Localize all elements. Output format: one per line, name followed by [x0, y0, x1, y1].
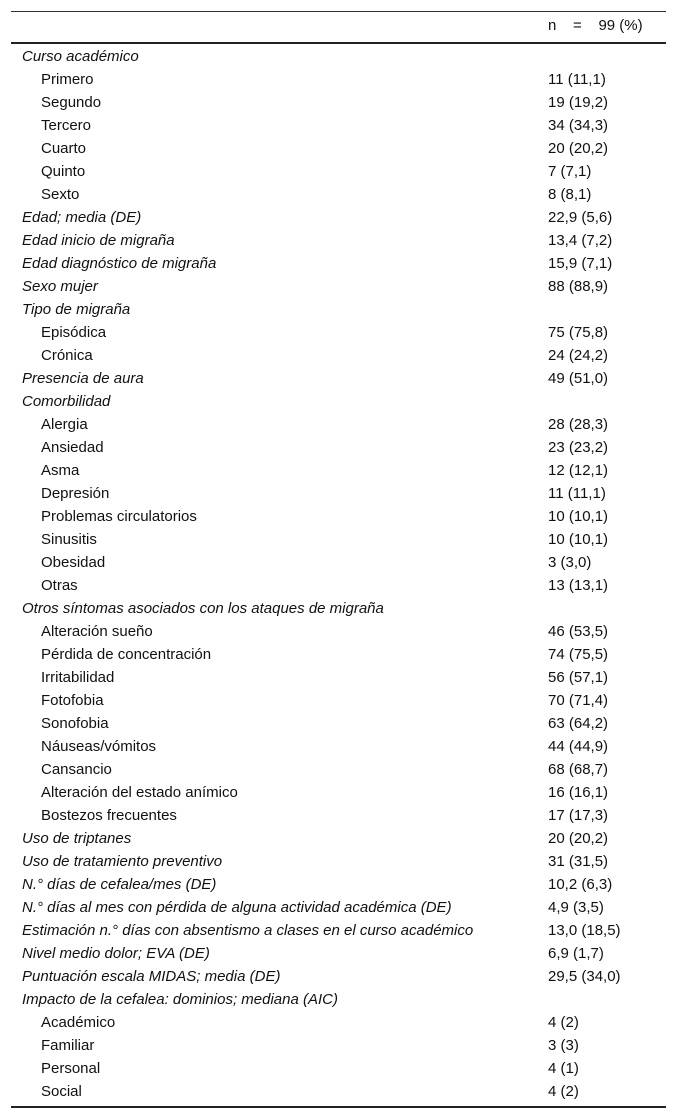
row-value: 28 (28,3) — [548, 416, 609, 433]
row-label: Fotofobia — [41, 692, 104, 709]
table-row — [11, 528, 666, 551]
row-label: Segundo — [41, 94, 102, 111]
table-row — [11, 367, 666, 390]
row-value: 19 (19,2) — [548, 94, 609, 111]
table-row — [11, 551, 666, 574]
table-row — [11, 620, 666, 643]
table-row — [11, 252, 666, 275]
table-row — [11, 206, 666, 229]
table-row — [11, 919, 666, 942]
row-value: 3 (3) — [548, 1037, 579, 1054]
table-row — [11, 183, 666, 206]
row-value: 11 (11,1) — [548, 71, 606, 88]
row-label: Puntuación escala MIDAS; media (DE) — [22, 968, 281, 985]
row-label: Familiar — [41, 1037, 95, 1054]
table-row — [11, 873, 666, 896]
row-label: Cansancio — [41, 761, 112, 778]
table-row — [11, 482, 666, 505]
table-row — [11, 758, 666, 781]
table-row — [11, 781, 666, 804]
table-row — [11, 91, 666, 114]
table-row — [11, 988, 666, 1011]
row-label: Edad inicio de migraña — [22, 232, 175, 249]
table-row — [11, 321, 666, 344]
row-label: Impacto de la cefalea: dominios; mediana (AIC) — [22, 991, 338, 1008]
table-row — [11, 45, 666, 68]
row-label: Sexo mujer — [22, 278, 98, 295]
row-value: 4 (1) — [548, 1060, 579, 1077]
row-label: Depresión — [41, 485, 110, 502]
table-row — [11, 735, 666, 758]
row-label: Otras — [41, 577, 78, 594]
row-label: Académico — [41, 1014, 116, 1031]
row-label: Sinusitis — [41, 531, 97, 548]
row-value: 23 (23,2) — [548, 439, 609, 456]
row-label: Alergia — [41, 416, 88, 433]
row-value: 56 (57,1) — [548, 669, 609, 686]
table-row — [11, 114, 666, 137]
row-label: Social — [41, 1083, 82, 1100]
row-label: Tipo de migraña — [22, 301, 131, 318]
row-value: 46 (53,5) — [548, 623, 609, 640]
table-row — [11, 1057, 666, 1080]
row-value: 11 (11,1) — [548, 485, 606, 502]
table-row — [11, 505, 666, 528]
row-value: 88 (88,9) — [548, 278, 609, 295]
table-row — [11, 1080, 666, 1103]
row-value: 29,5 (34,0) — [548, 968, 621, 985]
row-value: 49 (51,0) — [548, 370, 609, 387]
row-label: Alteración del estado anímico — [41, 784, 238, 801]
row-value: 4 (2) — [548, 1083, 579, 1100]
table-row — [11, 459, 666, 482]
row-label: Irritabilidad — [41, 669, 115, 686]
row-label: N.° días de cefalea/mes (DE) — [22, 876, 217, 893]
row-value: 31 (31,5) — [548, 853, 609, 870]
row-label: Crónica — [41, 347, 93, 364]
table-row — [11, 942, 666, 965]
table-row — [11, 574, 666, 597]
row-label: Uso de triptanes — [22, 830, 132, 847]
row-label: Náuseas/vómitos — [41, 738, 157, 755]
table-row — [11, 275, 666, 298]
row-label: Ansiedad — [41, 439, 104, 456]
table-row — [11, 137, 666, 160]
row-label: Edad diagnóstico de migraña — [22, 255, 217, 272]
row-label: Sexto — [41, 186, 80, 203]
table-row — [11, 68, 666, 91]
table-row — [11, 896, 666, 919]
row-value: 70 (71,4) — [548, 692, 609, 709]
row-label: Presencia de aura — [22, 370, 144, 387]
table-row — [11, 643, 666, 666]
row-value: 13,0 (18,5) — [548, 922, 621, 939]
table-row — [11, 413, 666, 436]
table-body — [11, 45, 666, 1103]
row-value: 13,4 (7,2) — [548, 232, 613, 249]
row-label: Otros síntomas asociados con los ataques de migraña — [22, 600, 384, 617]
row-value: 13 (13,1) — [548, 577, 609, 594]
row-label: Comorbilidad — [22, 393, 111, 410]
row-value: 8 (8,1) — [548, 186, 592, 203]
row-value: 16 (16,1) — [548, 784, 609, 801]
row-label: Curso académico — [22, 48, 139, 65]
table-bottom-rule — [11, 1106, 666, 1108]
row-label: Bostezos frecuentes — [41, 807, 177, 824]
row-value: 7 (7,1) — [548, 163, 592, 180]
row-value: 17 (17,3) — [548, 807, 609, 824]
row-value: 10,2 (6,3) — [548, 876, 613, 893]
row-label: Sonofobia — [41, 715, 109, 732]
table-row — [11, 1011, 666, 1034]
table-row — [11, 344, 666, 367]
row-value: 10 (10,1) — [548, 531, 609, 548]
row-label: Pérdida de concentración — [41, 646, 212, 663]
row-value: 75 (75,8) — [548, 324, 609, 341]
row-value: 20 (20,2) — [548, 140, 609, 157]
row-label: Quinto — [41, 163, 86, 180]
table-row — [11, 436, 666, 459]
table-row — [11, 597, 666, 620]
row-label: Nivel medio dolor; EVA (DE) — [22, 945, 210, 962]
row-label: Alteración sueño — [41, 623, 153, 640]
table-row — [11, 1034, 666, 1057]
row-label: Problemas circulatorios — [41, 508, 197, 525]
table-row — [11, 804, 666, 827]
row-label: Asma — [41, 462, 80, 479]
table-row — [11, 298, 666, 321]
row-label: Uso de tratamiento preventivo — [22, 853, 223, 870]
table-row — [11, 712, 666, 735]
row-value: 4 (2) — [548, 1014, 579, 1031]
row-value: 68 (68,7) — [548, 761, 609, 778]
row-value: 44 (44,9) — [548, 738, 609, 755]
row-label: N.° días al mes con pérdida de alguna actividad académica (DE) — [22, 899, 452, 916]
row-label: Estimación n.° días con absentismo a clases en el curso académico — [22, 922, 474, 939]
table-row — [11, 827, 666, 850]
column-header: n = 99 (%) — [548, 17, 643, 34]
row-value: 15,9 (7,1) — [548, 255, 613, 272]
table-top-rule — [11, 11, 666, 12]
table-row — [11, 689, 666, 712]
row-label: Personal — [41, 1060, 101, 1077]
row-value: 10 (10,1) — [548, 508, 609, 525]
table-row — [11, 965, 666, 988]
row-value: 74 (75,5) — [548, 646, 609, 663]
row-value: 34 (34,3) — [548, 117, 609, 134]
table-row — [11, 390, 666, 413]
row-value: 6,9 (1,7) — [548, 945, 604, 962]
header-rule — [11, 42, 666, 44]
row-value: 4,9 (3,5) — [548, 899, 604, 916]
table-row — [11, 160, 666, 183]
table-row — [11, 850, 666, 873]
row-value: 3 (3,0) — [548, 554, 592, 571]
row-label: Edad; media (DE) — [22, 209, 142, 226]
row-value: 12 (12,1) — [548, 462, 609, 479]
table-row — [11, 229, 666, 252]
row-label: Cuarto — [41, 140, 87, 157]
table-row — [11, 666, 666, 689]
row-label: Tercero — [41, 117, 92, 134]
row-value: 22,9 (5,6) — [548, 209, 613, 226]
row-label: Obesidad — [41, 554, 106, 571]
row-label: Primero — [41, 71, 94, 88]
row-label: Episódica — [41, 324, 107, 341]
row-value: 24 (24,2) — [548, 347, 609, 364]
row-value: 20 (20,2) — [548, 830, 609, 847]
row-value: 63 (64,2) — [548, 715, 609, 732]
